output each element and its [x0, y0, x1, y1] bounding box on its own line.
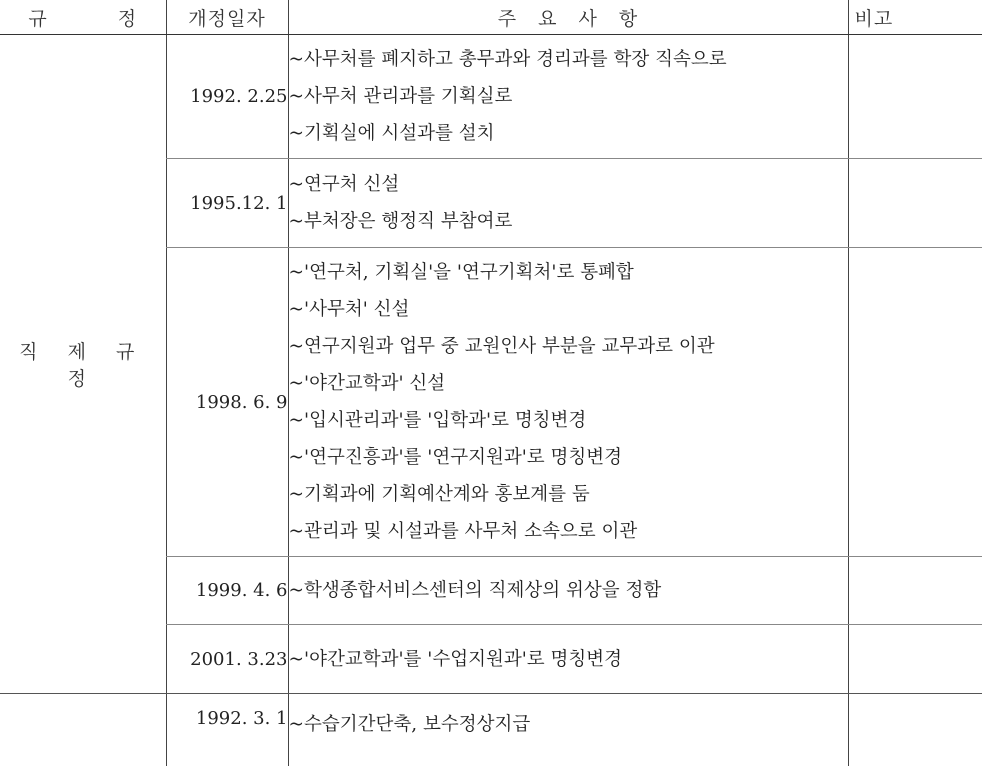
revision-notes [288, 159, 848, 248]
note-item: ~사무처를 폐지하고 총무과와 경리과를 학장 직속으로 [289, 41, 848, 78]
header-regulation-b: 정 [118, 8, 137, 30]
remark-cell [848, 35, 982, 159]
note-item: ~연구지원과 업무 중 교원인사 부분을 교무과로 이관 [289, 328, 848, 365]
header-regulation-a: 규 [28, 8, 47, 30]
header-regulation [0, 0, 166, 35]
note-item: ~'입시관리과'를 '입학과'로 명칭변경 [289, 402, 848, 439]
header-notes: 주 요 사 항 [288, 0, 848, 35]
remark-cell [848, 625, 982, 694]
revision-date: 1995.12. 1 [166, 159, 288, 248]
revision-date: 1999. 4. 6 [166, 557, 288, 625]
header-remarks: 비고 [848, 0, 982, 35]
revision-notes [288, 625, 848, 694]
revision-notes [288, 35, 848, 159]
table-row [0, 35, 982, 159]
remark-cell [848, 159, 982, 248]
regulation-name-cell: 직 제 규 정 [0, 35, 166, 694]
note-item: ~'연구진흥과'를 '연구지원과'로 명칭변경 [289, 439, 848, 476]
revision-date: 2001. 3.23 [166, 625, 288, 694]
note-item: ~기획과에 기획예산계와 홍보계를 둠 [289, 476, 848, 513]
header-date: 개정일자 [166, 0, 288, 35]
note-item: ~부처장은 행정직 부참여로 [289, 203, 848, 240]
remark-cell [848, 694, 982, 766]
revision-date: 1992. 3. 1 [166, 694, 288, 766]
note-item: ~관리과 및 시설과를 사무처 소속으로 이관 [289, 513, 848, 550]
revision-notes [288, 694, 848, 766]
note-item: ~'야간교학과' 신설 [289, 365, 848, 402]
note-item: ~'사무처' 신설 [289, 291, 848, 328]
table-header-row [0, 0, 982, 35]
revision-notes [288, 248, 848, 557]
note-item: ~연구처 신설 [289, 166, 848, 203]
remark-cell [848, 557, 982, 625]
note-item: ~학생종합서비스센터의 직제상의 위상을 정함 [289, 572, 848, 609]
revision-date: 1992. 2.25 [166, 35, 288, 159]
note-item: ~수습기간단축, 보수정상지급 [289, 706, 848, 743]
note-item: ~'야간교학과'를 '수업지원과'로 명칭변경 [289, 641, 848, 678]
note-item: ~사무처 관리과를 기획실로 [289, 78, 848, 115]
table-row [0, 694, 982, 766]
remark-cell [848, 248, 982, 557]
note-item: ~기획실에 시설과를 설치 [289, 115, 848, 152]
revision-notes [288, 557, 848, 625]
note-item: ~'연구처, 기획실'을 '연구기획처'로 통폐합 [289, 254, 848, 291]
regulation-name-cell [0, 694, 166, 766]
revision-date: 1998. 6. 9 [166, 248, 288, 557]
